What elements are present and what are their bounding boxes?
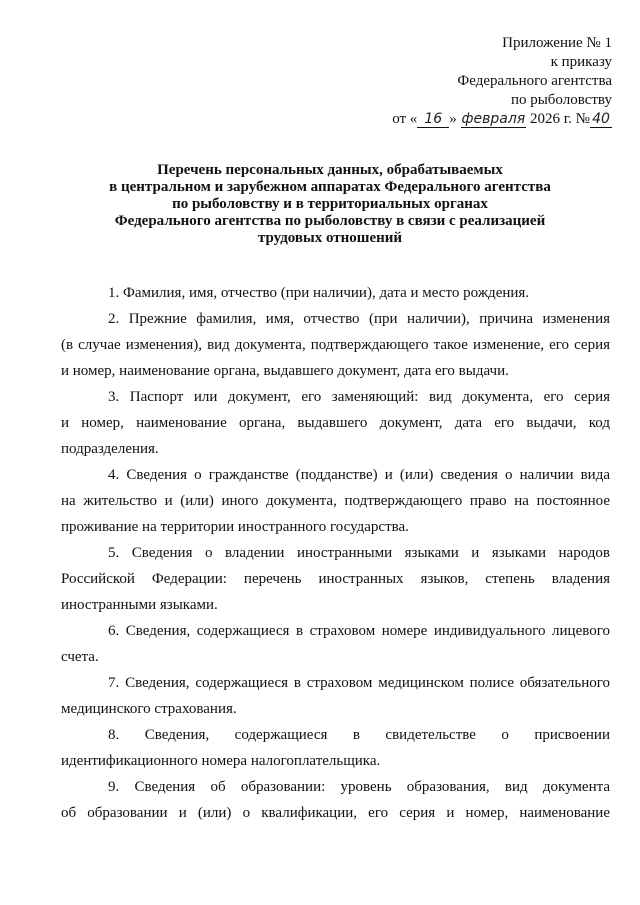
list-item — [61, 618, 610, 670]
item-line: и номер, наименование органа, выдавшего документ, дата его выдачи, код — [61, 415, 610, 431]
list-item — [61, 306, 610, 384]
document-title — [60, 162, 600, 247]
item-line: 6. Сведения, содержащиеся в страховом номере индивидуального лицевого — [108, 623, 610, 639]
appendix-agency-field: по рыболовству — [510, 92, 612, 108]
appendix-date-line — [312, 110, 612, 129]
appendix-header — [312, 34, 612, 129]
item-line: 3. Паспорт или документ, его заменяющий: вид документа, его серия — [108, 389, 610, 405]
item-line: Российской Федерации: перечень иностранных языков, степень владения — [61, 571, 610, 587]
item-line: проживание на территории иностранного государства. — [61, 519, 409, 535]
list-item — [61, 280, 610, 306]
item-line: 2. Прежние фамилия, имя, отчество (при наличии), причина изменения — [108, 311, 610, 327]
date-day-handwritten: 16 — [417, 112, 449, 128]
item-line: (в случае изменения), вид документа, подтверждающего такое изменение, его серия — [61, 337, 610, 353]
item-line: 5. Сведения о владении иностранными языками и языками народов — [108, 545, 610, 561]
item-line: 7. Сведения, содержащиеся в страховом медицинском полисе обязательного — [108, 675, 610, 691]
item-line: 1. Фамилия, имя, отчество (при наличии), дата и место рождения. — [108, 285, 530, 301]
item-line: 9. Сведения об образовании: уровень образования, вид документа — [108, 779, 610, 795]
list-item — [61, 774, 610, 826]
title-line: Перечень персональных данных, обрабатываемых — [157, 162, 503, 178]
item-line: 4. Сведения о гражданстве (подданстве) и (или) сведения о наличии вида — [108, 467, 610, 483]
title-line: в центральном и зарубежном аппаратах Федерального агентства — [109, 179, 551, 195]
appendix-order-ref: к приказу — [550, 54, 612, 70]
title-line: по рыболовству и в территориальных органах — [172, 196, 488, 212]
title-line: Федерального агентства по рыболовству в связи с реализацией — [114, 213, 546, 229]
list-item — [61, 670, 610, 722]
date-prefix: от « — [392, 111, 418, 127]
item-line: и номер, наименование органа, выдавшего документ, дата его выдачи. — [61, 363, 509, 379]
list-item — [61, 540, 610, 618]
appendix-agency: Федерального агентства — [457, 73, 612, 89]
item-line: об образовании и (или) о квалификации, его серия и номер, наименование — [61, 805, 610, 821]
list-item — [61, 384, 610, 462]
appendix-number: Приложение № 1 — [502, 35, 612, 51]
date-month-handwritten: февраля — [461, 111, 526, 127]
date-year: 2026 г. № — [529, 111, 590, 127]
list-item — [61, 722, 610, 774]
item-line: медицинского страхования. — [61, 701, 237, 717]
date-mid: » — [449, 111, 457, 127]
item-line: идентификационного номера налогоплательщика. — [61, 753, 381, 769]
order-number-handwritten: 40 — [590, 112, 612, 128]
item-line: на жительство и (или) иного документа, подтверждающего право на постоянное — [61, 493, 610, 509]
item-line: 8. Сведения, содержащиеся в свидетельстве о присвоении — [108, 727, 610, 743]
document-body — [61, 280, 610, 826]
item-line: счета. — [61, 649, 99, 665]
list-item — [61, 462, 610, 540]
item-line: подразделения. — [61, 441, 159, 457]
title-line: трудовых отношений — [257, 230, 403, 246]
item-line: иностранными языками. — [61, 597, 218, 613]
